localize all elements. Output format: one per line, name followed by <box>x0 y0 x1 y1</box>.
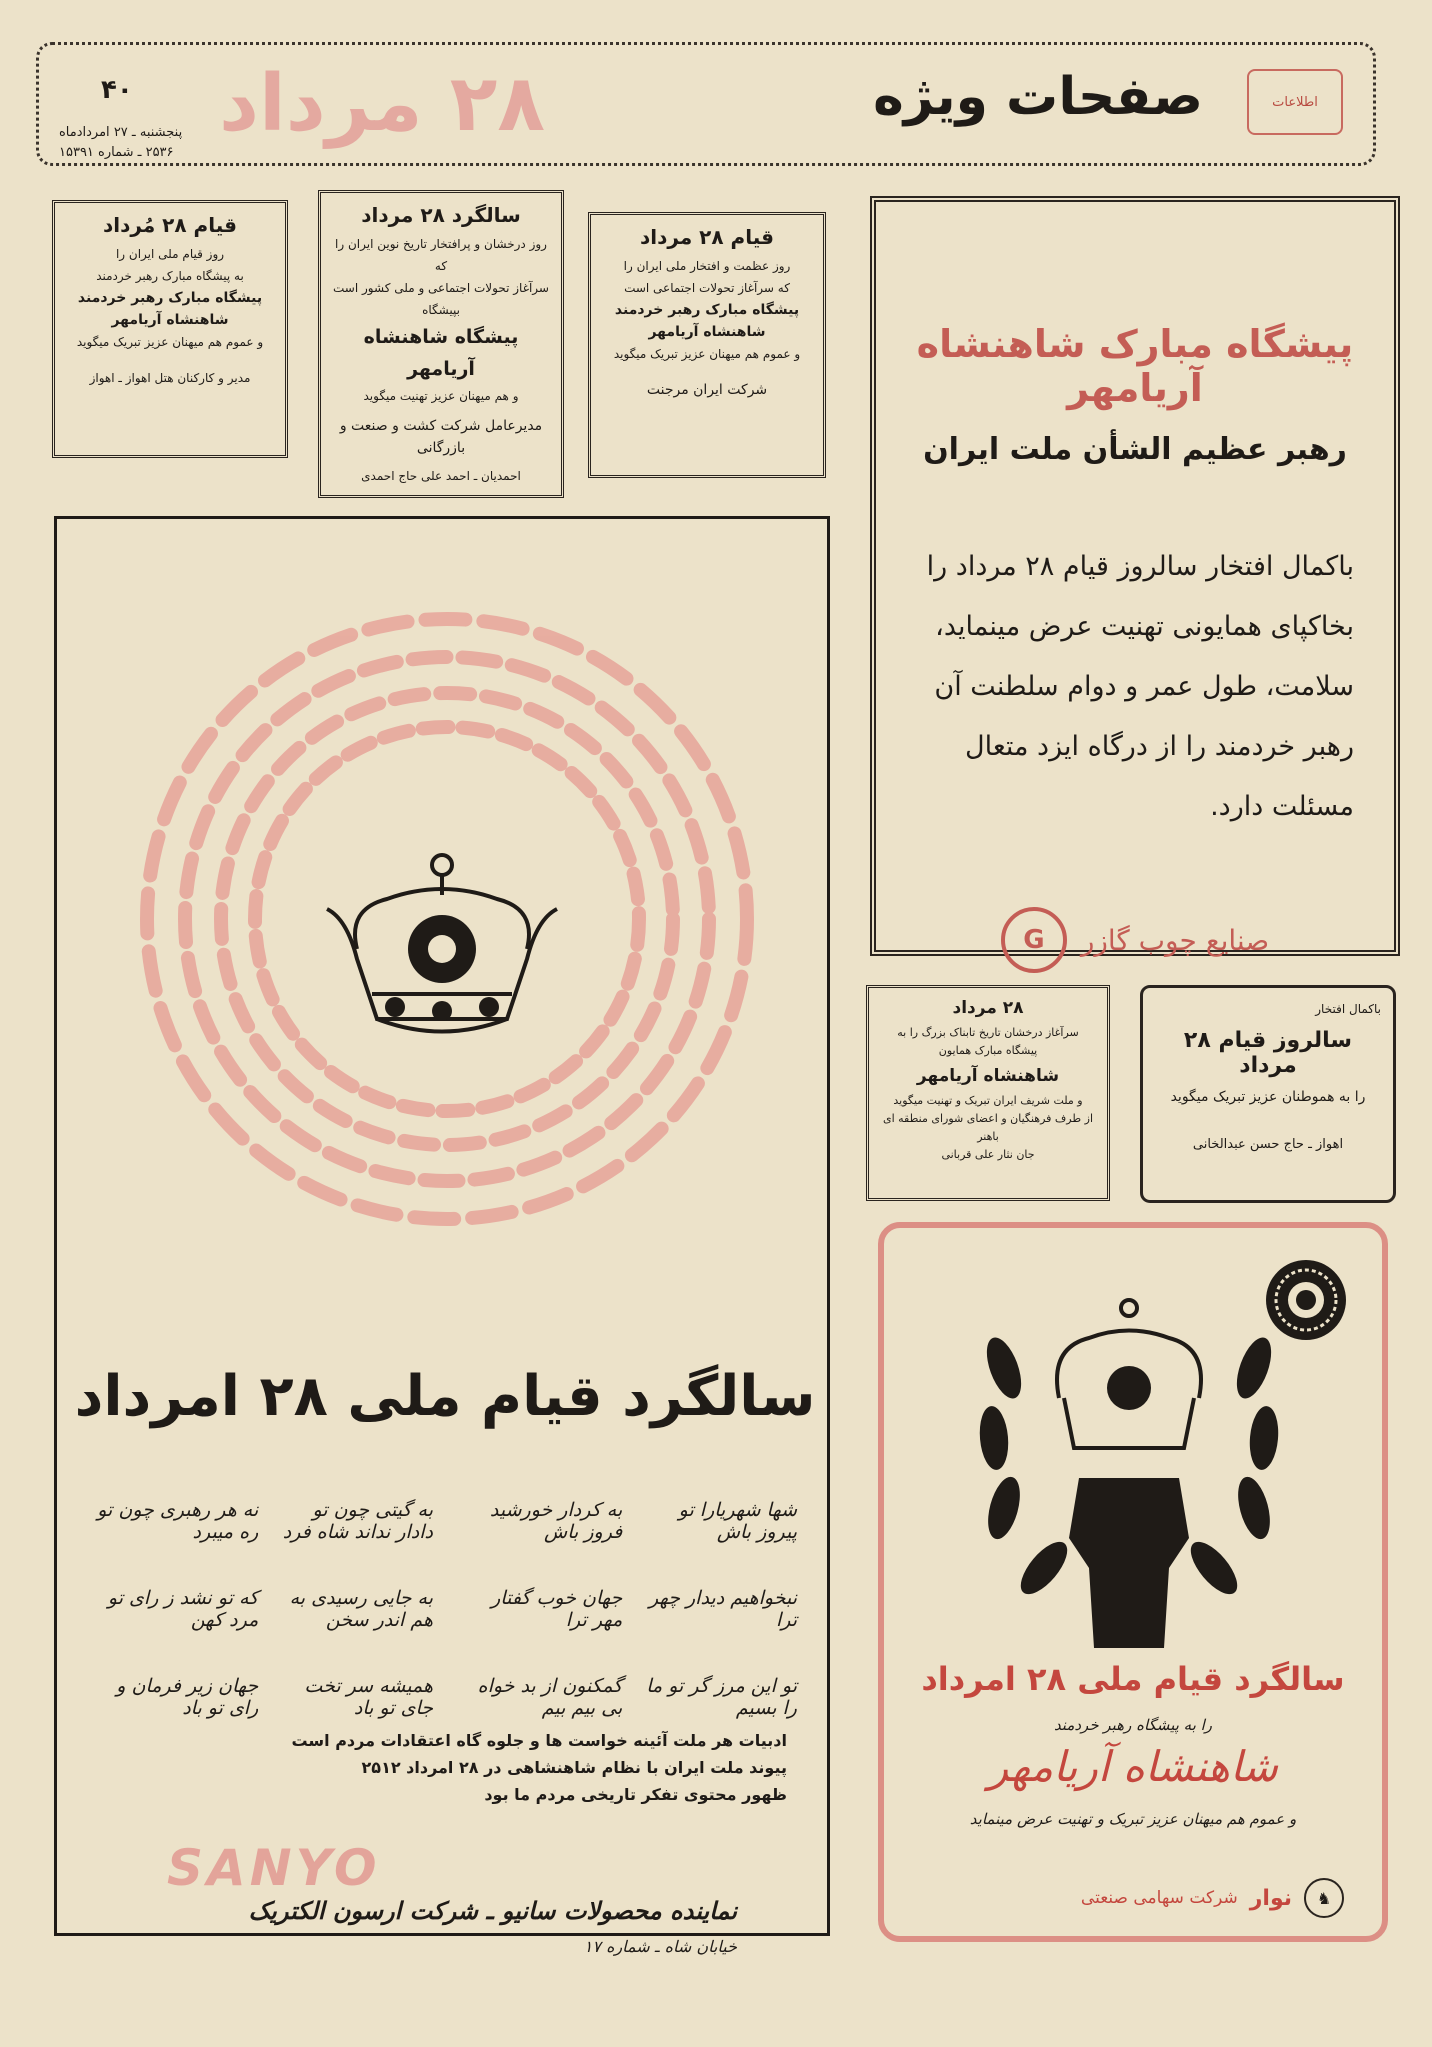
ad-name: شاهنشاه آریامهر <box>916 1066 1060 1086</box>
prose-line: ادبیات هر ملت آئینه خواست ها و جلوه گاه اعتقادات مردم است <box>291 1731 787 1750</box>
ad-line: که سرآغاز تحولات اجتماعی است <box>624 281 790 295</box>
ad-company-row <box>924 1878 1344 1918</box>
masthead <box>36 42 1376 166</box>
poem <box>97 1499 797 1763</box>
ad-top-center <box>588 212 826 478</box>
poem-verse: نبخواهیم دیدار چهر ترا <box>648 1587 797 1631</box>
ad-line: روز قیام ملی ایران را <box>115 247 225 261</box>
issue-date: پنجشنبه ـ ۲۷ امردادماه <box>59 125 183 140</box>
ad-line: پیشگاه مبارک رهبر خردمند شاهنشاه آریامهر <box>77 290 263 328</box>
ad-middle-small <box>866 985 1110 1201</box>
ad-line: مدیرعامل شرکت کشت و صنعت و بازرگانی <box>339 418 543 456</box>
ad-top-middle <box>318 190 564 498</box>
page-title: صفحات ویژه <box>873 67 1203 127</box>
crown-icon <box>317 849 567 1059</box>
ad-line: و عموم هم میهنان عزیز تبریک میگوید <box>613 347 801 361</box>
wreath-fist-crown-icon <box>964 1278 1294 1658</box>
ad-heading: سالگرد ۲۸ مرداد <box>361 203 521 227</box>
poem-column-left <box>97 1499 433 1763</box>
ad-red <box>878 1222 1388 1942</box>
ad-line: روز عظمت و افتخار ملی ایران را <box>623 259 791 273</box>
ad-signature: صنایع چوب گازر <box>1080 923 1270 957</box>
ad-line: از طرف فرهنگیان و اعضای شورای منطقه ای باهنر <box>882 1112 1093 1143</box>
sanyo-brand-logo: SANYO <box>167 1839 381 1897</box>
ad-big-left <box>54 516 830 1956</box>
poem-row <box>97 1587 433 1631</box>
ad-signature: جان نثار علی قربانی <box>941 1148 1035 1161</box>
ad-signature: اهواز ـ حاج حسن عبدالخانی <box>1192 1137 1344 1152</box>
ad-line: پیشگاه مبارک رهبر خردمند شاهنشاه آریامهر <box>614 302 800 340</box>
poem-verse: به گیتی چون تو دادار نداند شاه فرد <box>282 1499 433 1543</box>
ad-signature: احمدیان ـ احمد علی حاج احمدی <box>361 469 521 483</box>
ad-body: باکمال افتخار سالروز قیام ۲۸ مرداد را بخاکپای همایونی تهنیت عرض مینماید، سلامت، طول عمر و دوام سلطنت آن رهبر خردمند را از درگاه ایزد متعال مسئلت دارد. <box>926 551 1354 822</box>
ad-top-left <box>52 200 288 458</box>
poem-verse: جهان زیر فرمان و رای تو باد <box>116 1675 259 1719</box>
horse-logo-glyph: ♞ <box>1316 1888 1332 1908</box>
horse-logo-icon <box>1304 1878 1344 1918</box>
prose <box>97 1727 787 1808</box>
company-name: شرکت سهامی صنعتی <box>1080 1888 1238 1908</box>
ad-tag: باکمال افتخار <box>1315 1002 1381 1016</box>
poem-verse: به جایی رسیدی به هم اندر سخن <box>289 1587 433 1631</box>
dealer-address: خیابان شاه ـ شماره ۱۷ <box>583 1937 737 1956</box>
ad-signature: مدیر و کارکنان هتل اهواز ـ اهواز <box>89 371 251 385</box>
ad-line: سرآغاز تحولات اجتماعی و ملی کشور است بپیشگاه <box>333 281 549 317</box>
poem-verse: جهان خوب گفتار مهر ترا <box>491 1587 623 1631</box>
ad-subtitle: رهبر عظیم الشأن ملت ایران <box>923 432 1347 467</box>
poem-row <box>461 1675 797 1719</box>
gazar-logo-letter: G <box>1023 925 1045 955</box>
ad-headline: سالروز قیام ۲۸ مرداد <box>1183 1028 1353 1078</box>
gazar-logo-icon <box>1001 907 1067 973</box>
ad-line: سرآغاز درخشان تاریخ تابناک بزرگ را به پیشگاه مبارک همایون <box>897 1026 1079 1057</box>
ghost-title: ۲۸ مرداد <box>219 59 545 149</box>
ad-line: را به پیشگاه رهبر خردمند <box>1053 1716 1213 1734</box>
poem-verse: تو این مرز گر تو ما را بسیم <box>646 1675 797 1719</box>
poem-row <box>461 1587 797 1631</box>
ad-line: و عموم هم میهنان عزیز تبریک میگوید <box>76 335 264 349</box>
issue-number: ۲۵۳۶ ـ شماره ۱۵۳۹۱ <box>59 145 174 160</box>
ad-line: و هم میهنان عزیز تهنیت میگوید <box>363 389 519 403</box>
poem-columns <box>97 1499 797 1763</box>
poem-row <box>97 1675 433 1719</box>
ad-heading: ۲۸ مرداد <box>952 998 1024 1018</box>
prose-line: پیوند ملت ایران با نظام شاهنشاهی در ۲۸ امرداد ۲۵۱۲ <box>361 1758 787 1777</box>
poem-verse: گمکنون از بد خواه بی بیم بیم <box>477 1675 623 1719</box>
poem-verse: به کردار خورشید فروز باش <box>489 1499 623 1543</box>
dealer-name: نماینده محصولات سانیو ـ شرکت ارسون الکتریک <box>248 1897 737 1925</box>
poem-row <box>461 1499 797 1543</box>
ad-line: به پیشگاه مبارک رهبر خردمند <box>96 269 244 283</box>
ad-signature-row <box>906 907 1364 973</box>
ad-heading: قیام ۲۸ مُرداد <box>103 213 237 237</box>
ad-name: پیشگاه شاهنشاه آریامهر <box>363 326 519 380</box>
logo-text: اطلاعات <box>1272 94 1318 110</box>
ad-name: شاهنشاه آریامهر <box>988 1742 1278 1791</box>
ad-line: و عموم هم میهنان عزیز تبریک و تهنیت عرض مینماید <box>969 1810 1297 1828</box>
poem-row <box>97 1499 433 1543</box>
ad-title: پیشگاه مبارک شاهنشاه آریامهر <box>916 322 1354 410</box>
ad-signature: شرکت ایران مرجنت <box>646 382 768 398</box>
poem-verse: همیشه سر تخت جای تو باد <box>304 1675 433 1719</box>
poem-verse: نه هر رهبری چون تو ره میبرد <box>97 1499 259 1543</box>
ad-middle-right <box>1140 985 1396 1203</box>
newspaper-logo <box>1247 69 1343 135</box>
ad-line: روز درخشان و پرافتخار تاریخ نوین ایران را که <box>335 237 547 273</box>
ad-headline: سالگرد قیام ملی ۲۸ امرداد <box>921 1660 1345 1698</box>
poem-column-right <box>461 1499 797 1763</box>
prose-line: ظهور محتوی تفکر تاریخی مردم ما بود <box>484 1785 787 1804</box>
ad-line: را به هموطنان عزیز تبریک میگوید <box>1170 1089 1366 1105</box>
poem-verse: شها شهریارا تو پیروز باش <box>678 1499 797 1543</box>
ad-big-right <box>870 196 1400 956</box>
ad-headline: سالگرد قیام ملی ۲۸ امرداد <box>74 1364 816 1429</box>
company-brand: نوار <box>1249 1885 1292 1911</box>
ad-line: و ملت شریف ایران تبریک و تهنیت میگوید <box>893 1094 1083 1107</box>
ad-heading: قیام ۲۸ مرداد <box>640 225 774 249</box>
page-number: ۴۰ <box>101 75 133 105</box>
poem-verse: که تو نشد ز رای تو مرد کهن <box>107 1587 259 1631</box>
